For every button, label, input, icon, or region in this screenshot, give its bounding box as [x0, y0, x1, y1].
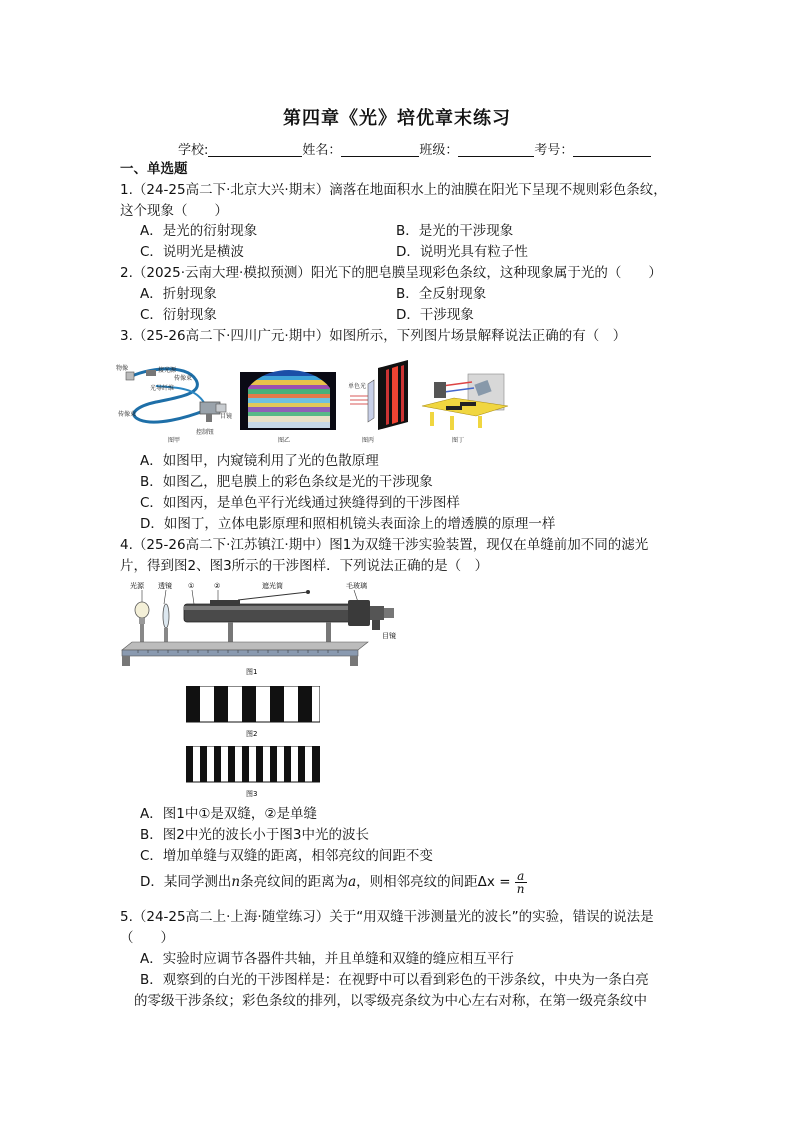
q3-option-c[interactable]: C．如图丙，是单色平行光线通过狭缝得到的干涉图样	[140, 495, 460, 511]
q3-option-d[interactable]: D．如图丁，立体电影原理和照相机镜头表面涂上的增透膜的原理一样	[140, 516, 556, 532]
q4-stem-line2: 片，得到图2、图3所示的干涉图样．下列说法正确的是（ ）	[120, 558, 489, 574]
q3-option-a[interactable]: A．如图甲，内窥镜利用了光的色散原理	[140, 453, 379, 469]
q4-option-d[interactable]	[140, 868, 527, 896]
q4d-frac-num: a	[515, 870, 527, 883]
fig1-label-guangyuan: 光源	[130, 582, 144, 590]
q3-figure-strip	[116, 358, 526, 448]
q4d-fraction	[515, 870, 527, 895]
q1-option-b[interactable]: B．是光的干涉现象	[396, 223, 514, 239]
q2-option-a[interactable]: A．折射现象	[140, 286, 217, 302]
q2-option-c[interactable]: C．衍射现象	[140, 307, 217, 323]
fig1-label-c1: ①	[188, 582, 195, 590]
fig-yi-soap-film	[240, 368, 336, 444]
q1-stem-line1: 1.（24-25高二下·北京大兴·期末）滴落在地面积水上的油膜在阳光下呈现不规则彩色条纹，	[120, 182, 667, 198]
q4-figure-2-fringes	[186, 686, 320, 740]
fig1-caption: 图1	[246, 668, 258, 676]
q3-option-b[interactable]: B．如图乙，肥皂膜上的彩色条纹是光的干涉现象	[140, 474, 433, 490]
fig1-label-c2: ②	[214, 582, 221, 590]
q5-option-b-line1[interactable]: B．观察到的白光的干涉图样是：在视野中可以看到彩色的干涉条纹，中央为一条白亮	[140, 972, 649, 988]
fig1-label-toujing: 透镜	[158, 582, 172, 590]
q3-stem: 3.（25-26高二下·四川广元·期中）如图所示，下列图片场景解释说法正确的有（ ）	[120, 328, 627, 344]
section-heading: 一、单选题	[120, 161, 188, 177]
q2-option-b[interactable]: B．全反射现象	[396, 286, 487, 302]
fig-jia-label-chuanxiang2: 传像束	[118, 411, 137, 418]
fig-jia-label-chuanxiang: 传像束	[174, 375, 193, 382]
fig-ding-caption: 图丁	[452, 437, 465, 444]
q5-option-a[interactable]: A．实验时应调节各器件共轴，并且单缝和双缝的缝应相互平行	[140, 951, 514, 967]
id-blank[interactable]	[573, 142, 651, 157]
q1-option-c[interactable]: C．说明光是横波	[140, 244, 244, 260]
q4-option-c[interactable]: C．增加单缝与双缝的距离，相邻亮纹的间距不变	[140, 848, 433, 864]
fig-bing-label-danse: 单色光	[348, 383, 367, 390]
q2-option-d[interactable]: D．干涉现象	[396, 307, 474, 323]
name-blank[interactable]	[341, 142, 419, 157]
fig1-label-mujing: 目镜	[382, 632, 396, 640]
fig-jia-label-guangyuan: 接光源	[158, 367, 177, 374]
q4d-dx: Δx =	[477, 874, 511, 890]
fig1-label-zheguang: 遮光筒	[262, 582, 283, 590]
name-label: 姓名：	[302, 143, 342, 158]
q4d-var-n: n	[231, 874, 241, 890]
fig-jia-caption: 图甲	[168, 437, 181, 444]
fig-jia-label-mujing: 目镜	[220, 413, 233, 420]
q4d-text-post: ，则相邻亮纹的间距	[356, 874, 478, 890]
fig2-caption: 图2	[246, 730, 258, 738]
school-blank[interactable]	[208, 142, 302, 157]
student-info-line	[178, 139, 651, 158]
fig-ding-projector	[422, 374, 508, 444]
fig1-label-maoboli: 毛玻璃	[346, 582, 367, 590]
class-blank[interactable]	[458, 142, 534, 157]
fig-bing-caption: 图丙	[362, 437, 375, 444]
q1-option-d[interactable]: D．说明光具有粒子性	[396, 244, 528, 260]
q4-option-a[interactable]: A．图1中①是双缝，②是单缝	[140, 806, 318, 822]
fig-yi-caption: 图乙	[278, 437, 291, 444]
q1-stem-line2: 这个现象（ ）	[120, 203, 228, 219]
school-label: 学校:	[178, 143, 209, 158]
q4d-text-pre: D．某同学测出	[140, 874, 232, 890]
q2-stem: 2.（2025·云南大理·模拟预测）阳光下的肥皂膜呈现彩色条纹，这种现象属于光的（ ）	[120, 265, 662, 281]
fig-bing-slit	[348, 360, 408, 444]
q5-stem-line2: （ ）	[120, 930, 174, 946]
fig-jia-label-kongzhi: 控制钮	[196, 429, 215, 436]
q4-option-b[interactable]: B．图2中光的波长小于图3中光的波长	[140, 827, 369, 843]
fig-jia-endoscope	[116, 364, 232, 444]
q4-figure-3-fringes	[186, 746, 320, 800]
q4-figure-1-apparatus	[118, 578, 408, 678]
class-label: 班级：	[419, 143, 459, 158]
fig3-caption: 图3	[246, 790, 258, 798]
q5-option-b-line2: 的零级干涉条纹；彩色条纹的排列，以零级亮条纹为中心左右对称，在第一级亮条纹中	[134, 993, 647, 1009]
q4d-frac-den: n	[516, 881, 525, 896]
q4-stem-line1: 4.（25-26高二下·江苏镇江·期中）图1为双缝干涉实验装置，现仅在单缝前加不同的滤光	[120, 537, 649, 553]
q4d-var-a: a	[348, 874, 357, 890]
id-label: 考号：	[534, 143, 574, 158]
q1-option-a[interactable]: A．是光的衍射现象	[140, 223, 258, 239]
q5-stem-line1: 5.（24-25高二上·上海·随堂练习）关于“用双缝干涉测量光的波长”的实验，错误的说法是	[120, 909, 654, 925]
page-title: 第四章《光》培优章末练习	[283, 108, 511, 129]
fig-jia-label-guangdao: 光导纤维	[150, 385, 175, 392]
q4d-text-mid: 条亮纹间的距离为	[240, 874, 349, 890]
fig-jia-label-wuxiang: 物像	[116, 365, 129, 372]
